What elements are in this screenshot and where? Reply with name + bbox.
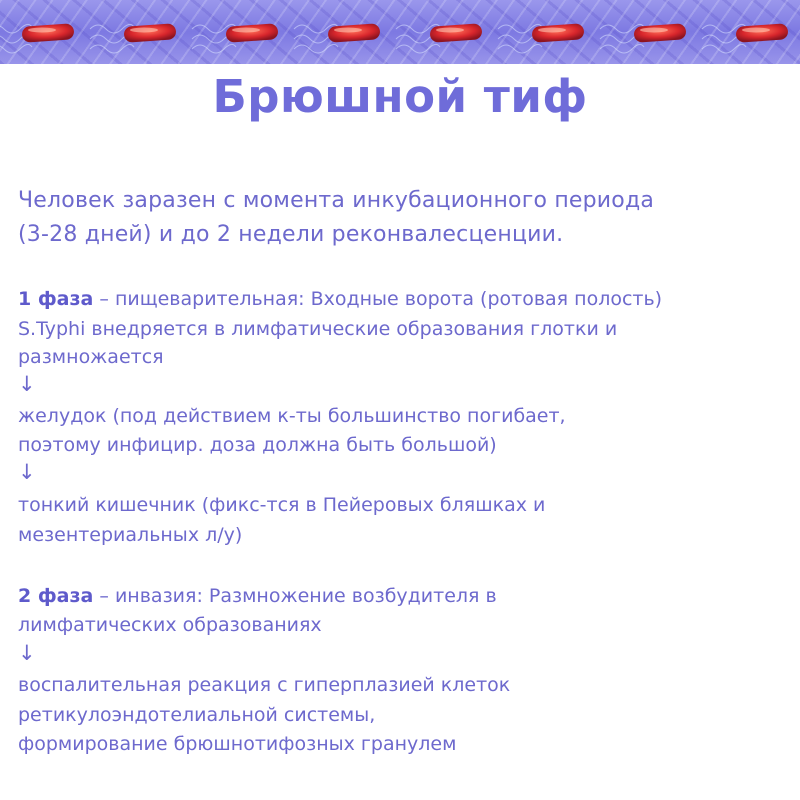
bacterium bbox=[634, 23, 687, 43]
down-arrow-icon: ↓ bbox=[18, 641, 36, 665]
phase1-line-5: поэтому инфицир. доза должна быть большой) bbox=[18, 434, 497, 456]
phase1-line-2: S.Typhi внедряется в лимфатические образования глотки и bbox=[18, 318, 618, 340]
bacterium-highlight bbox=[28, 28, 56, 33]
phase1-line-3: размножается bbox=[18, 346, 164, 368]
bacterium-highlight bbox=[742, 28, 770, 33]
phase1-line-7: мезентериальных л/у) bbox=[18, 524, 243, 546]
bacterium-highlight bbox=[232, 28, 260, 33]
bacterium bbox=[532, 23, 585, 43]
flagellum bbox=[0, 44, 32, 53]
down-arrow-icon: ↓ bbox=[18, 460, 36, 484]
phase1-line-6: тонкий кишечник (фикс-тся в Пейеровых бляшках и bbox=[18, 494, 546, 516]
bacterium bbox=[430, 23, 483, 43]
bacterium-highlight bbox=[334, 28, 362, 33]
intro-line-2: (3-28 дней) и до 2 недели реконвалесценции. bbox=[18, 222, 564, 247]
bacterium bbox=[22, 23, 75, 43]
bacterium-highlight bbox=[436, 28, 464, 33]
phase2-line-3: воспалительная реакция с гиперплазией клеток bbox=[18, 674, 511, 696]
flagellum bbox=[702, 44, 746, 53]
down-arrow-icon: ↓ bbox=[18, 372, 36, 396]
flagellum bbox=[396, 44, 440, 53]
flagellum bbox=[600, 44, 644, 53]
phase1-line-4: желудок (под действием к-ты большинство погибает, bbox=[18, 405, 566, 427]
bacteria-icon bbox=[0, 0, 800, 64]
flagellum bbox=[192, 44, 236, 53]
phase2-line-5: формирование брюшнотифозных гранулем bbox=[18, 733, 457, 755]
bacteria-banner bbox=[0, 0, 800, 64]
phase2-line-2: лимфатических образованиях bbox=[18, 614, 322, 636]
bacterium-highlight bbox=[130, 28, 158, 33]
bacterium-highlight bbox=[538, 28, 566, 33]
flagellum bbox=[498, 44, 542, 53]
phase2-heading-text: – инвазия: Размножение возбудителя в bbox=[93, 585, 497, 607]
bacterium-highlight bbox=[640, 28, 668, 33]
flagellum bbox=[294, 44, 338, 53]
bacterium bbox=[328, 23, 381, 43]
phase1-heading-text: – пищеварительная: Входные ворота (ротовая полость) bbox=[93, 288, 663, 310]
phase2-label: 2 фаза bbox=[18, 585, 94, 607]
phase2-line-4: ретикулоэндотелиальной системы, bbox=[18, 704, 376, 726]
bacterium bbox=[226, 23, 279, 43]
page-title: Брюшной тиф bbox=[212, 70, 588, 123]
intro-line-1: Человек заразен с момента инкубационного периода bbox=[18, 188, 655, 213]
phase2-heading bbox=[18, 585, 497, 607]
bacterium bbox=[736, 23, 789, 43]
flagellum bbox=[90, 44, 134, 53]
phase1-label: 1 фаза bbox=[18, 288, 94, 310]
phase1-heading bbox=[18, 288, 662, 310]
bacterium bbox=[124, 23, 177, 43]
